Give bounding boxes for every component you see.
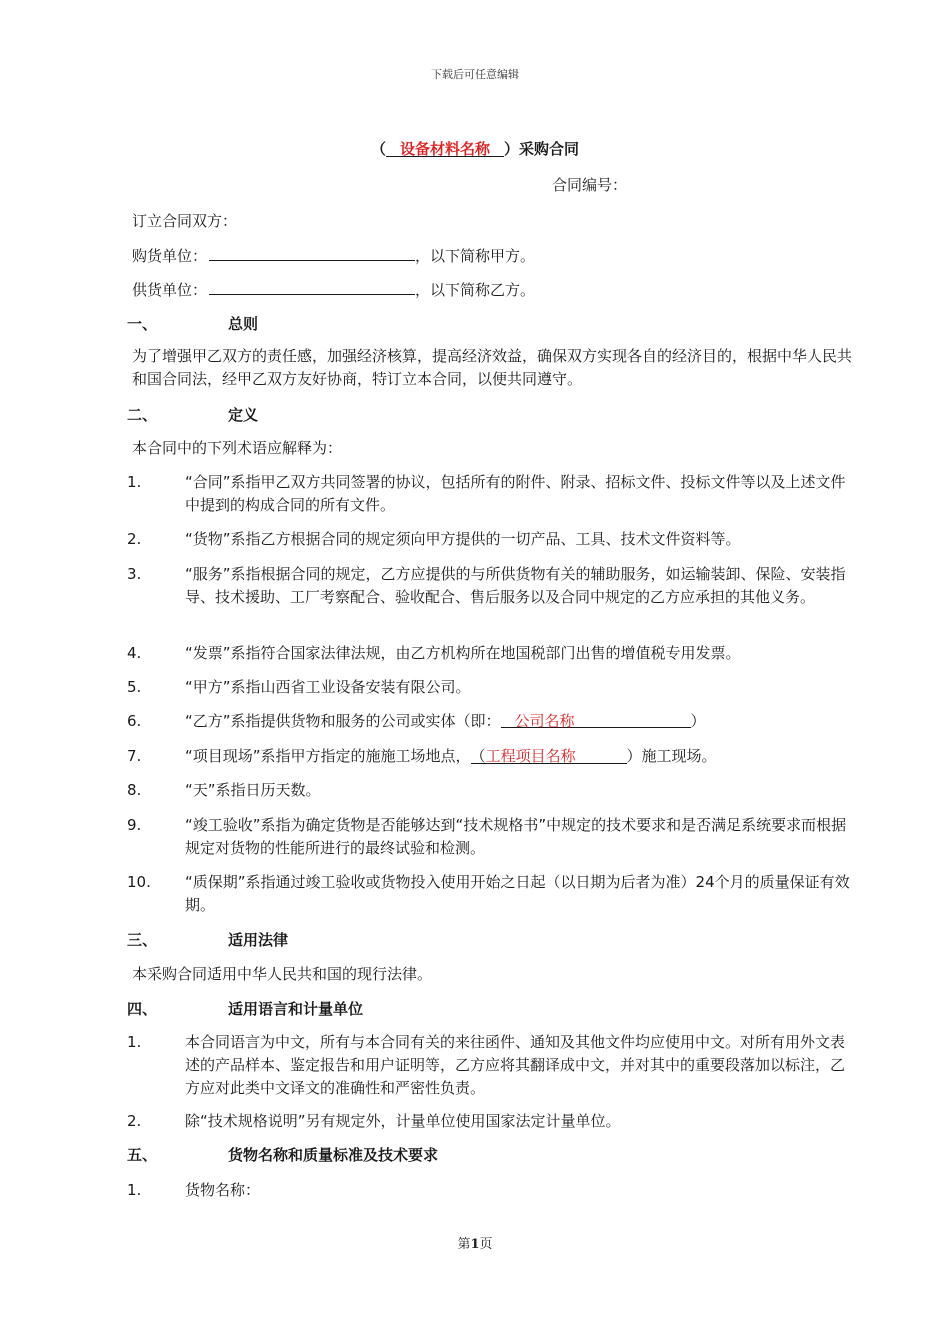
item-text: “发票”系指符合国家法律法规，由乙方机构所在地国税部门出售的增值税专用发票。 [185, 644, 741, 662]
item-text: 除“技术规格说明”另有规定外，计量单位使用国家法定计量单位。 [185, 1112, 621, 1130]
item-number: 8. [127, 781, 142, 799]
section-heading [127, 1144, 438, 1165]
item-text: “服务”系指根据合同的规定，乙方应提供的与所供货物有关的辅助服务，如运输装卸、保险、安装指导、技术援助、工厂考察配合、验收配合、售后服务以及合同中规定的乙方应承担的其他义务。 [185, 565, 846, 606]
list-item [127, 1110, 857, 1133]
contract-number-label: 合同编号： [552, 176, 628, 194]
item-text: 货物名称： [185, 1181, 261, 1199]
definition-intro: 本合同中的下列术语应解释为： [132, 439, 343, 457]
section-number: 三、 [127, 931, 158, 949]
page-number-value: 1 [470, 1237, 480, 1252]
item-text-post: ） [690, 712, 706, 730]
list-item [127, 1031, 857, 1100]
item-number: 9. [127, 816, 142, 834]
list-item [127, 642, 857, 665]
list-item [127, 745, 857, 768]
item-text: “合同”系指甲乙双方共同签署的协议，包括所有的附件、附录、招标文件、投标文件等以及上述文件中提到的构成合同的所有文件。 [185, 473, 846, 514]
buyer-blank [209, 244, 415, 261]
item-text: “天”系指日历天数。 [185, 781, 321, 799]
item-text-pre: “项目现场”系指甲方指定的施施工场地点， [185, 747, 471, 765]
section-title: 定义 [228, 406, 259, 424]
item-number: 1. [127, 1181, 142, 1199]
document-title [0, 138, 950, 159]
item-number: 2. [127, 1112, 142, 1130]
general-paragraph [112, 345, 857, 391]
list-item [127, 471, 857, 517]
item-text: “竣工验收”系指为确定货物是否能够达到“技术规格书”中规定的技术要求和是否满足系统要求而根据规定对货物的性能所进行的最终试验和检测。 [185, 816, 847, 857]
item-number: 6. [127, 712, 142, 730]
section-title: 适用语言和计量单位 [228, 1000, 364, 1018]
buyer-suffix: ，以下简称甲方。 [415, 247, 536, 265]
section-number: 一、 [127, 315, 158, 333]
item-text: “货物”系指乙方根据合同的规定须向甲方提供的一切产品、工具、技术文件资料等。 [185, 530, 741, 548]
section-heading [127, 929, 288, 950]
item-text: “质保期”系指通过竣工验收或货物投入使用开始之日起（以日期为后者为准）24个月的质量保证有效期。 [185, 873, 850, 914]
header-note: 下载后可任意编辑 [431, 68, 519, 81]
law-paragraph: 本采购合同适用中华人民共和国的现行法律。 [132, 965, 433, 983]
item-number: 2. [127, 530, 142, 548]
item-text [185, 710, 857, 733]
section-title: 适用法律 [228, 931, 289, 949]
project-name-placeholder: 工程项目名称 [485, 747, 576, 765]
section-heading [127, 404, 258, 425]
item-text: 本合同语言为中文，所有与本合同有关的来往函件、通知及其他文件均应使用中文。对所有用外文表述的产品样本、鉴定报告和用户证明等，乙方应将其翻译成中文，并对其中的重要段落加以标注，乙方应对此类中文译文的准确性和严密性负责。 [185, 1033, 846, 1097]
item-text-post: ）施工现场。 [626, 747, 717, 765]
section-title: 货物名称和质量标准及技术要求 [228, 1146, 439, 1164]
section-number: 五、 [127, 1146, 158, 1164]
section-number: 四、 [127, 1000, 158, 1018]
title-suffix: ）采购合同 [504, 140, 580, 158]
page-number [0, 1233, 950, 1252]
list-item [127, 814, 857, 860]
parties-intro: 订立合同双方： [132, 212, 238, 230]
list-item [127, 779, 857, 802]
section-title: 总则 [228, 315, 259, 333]
item-number: 3. [127, 565, 142, 583]
seller-suffix: ，以下简称乙方。 [415, 281, 536, 299]
item-number: 10. [127, 873, 151, 891]
project-open-paren: （ [470, 747, 486, 765]
item-number: 4. [127, 644, 142, 662]
item-text-pre: “乙方”系指提供货物和服务的公司或实体（即： [185, 712, 501, 730]
section-heading [127, 998, 363, 1019]
list-item [127, 871, 857, 917]
item-number: 1. [127, 1033, 142, 1051]
section-number: 二、 [127, 406, 158, 424]
buyer-label: 购货单位： [132, 247, 208, 265]
company-name-placeholder: 公司名称 [501, 710, 691, 728]
list-item [127, 676, 857, 699]
page-number-post: 页 [479, 1237, 493, 1252]
title-open-paren: （ [370, 140, 386, 158]
seller-line [132, 278, 535, 300]
list-item [127, 563, 857, 609]
list-item [127, 710, 857, 733]
seller-blank [209, 278, 415, 295]
item-number: 5. [127, 678, 142, 696]
general-text: 为了增强甲乙双方的责任感，加强经济核算，提高经济效益，确保双方实现各自的经济目的，根据中华人民共和国合同法，经甲乙双方友好协商，特订立本合同，以便共同遵守。 [132, 347, 853, 388]
project-name-blank [471, 745, 627, 764]
item-text: “甲方”系指山西省工业设备安装有限公司。 [185, 678, 471, 696]
section-heading [127, 313, 258, 334]
list-item [127, 528, 857, 551]
item-text [185, 745, 857, 768]
buyer-line [132, 244, 535, 266]
item-number: 1. [127, 473, 142, 491]
title-placeholder: 设备材料名称 [386, 138, 504, 157]
list-item [127, 1179, 857, 1202]
page-number-pre: 第 [457, 1237, 471, 1252]
seller-label: 供货单位： [132, 281, 208, 299]
item-number: 7. [127, 747, 142, 765]
